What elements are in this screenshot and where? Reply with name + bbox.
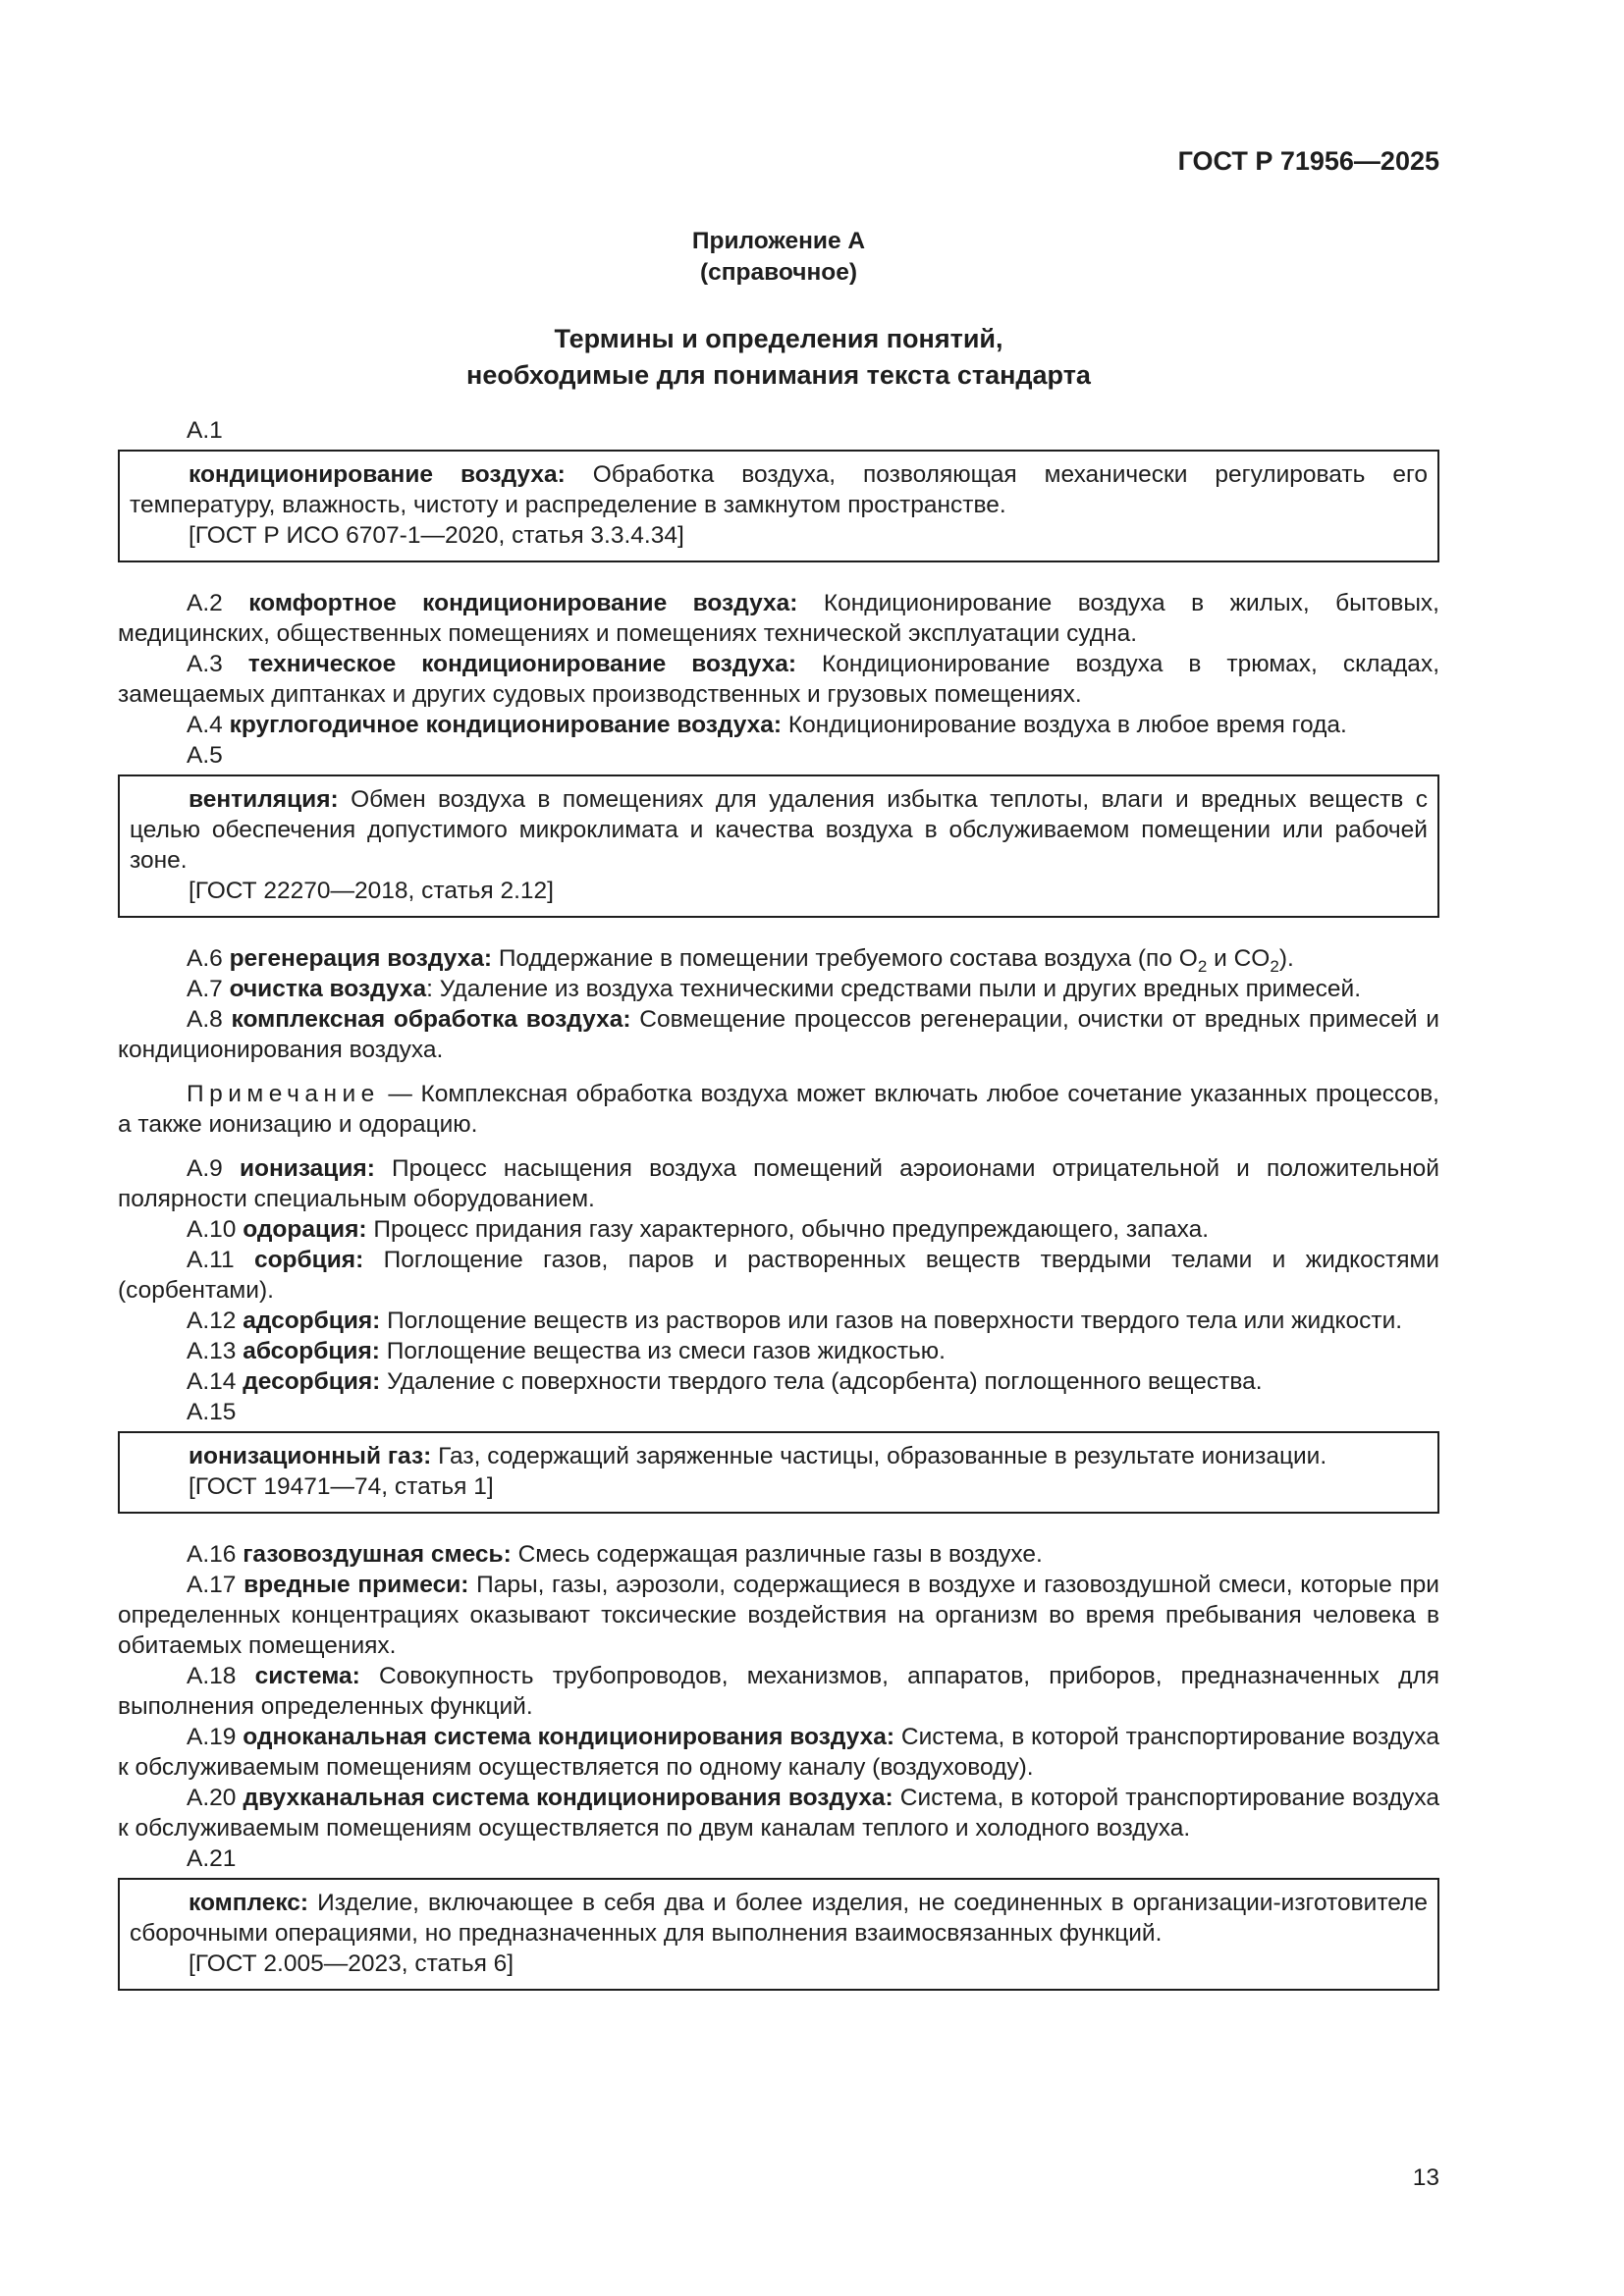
definition: Смесь содержащая различные газы в воздухе. [511, 1541, 1043, 1568]
definition: Обработка воздуха, позволяющая механически регулировать его температуру, влажность, чистоту и распределение в замкнутом пространстве. [130, 461, 1428, 518]
term-entry-a9 [118, 1153, 1439, 1214]
definition: Поглощение вещества из смеси газов жидкостью. [379, 1338, 946, 1364]
subscript: 2 [1197, 957, 1208, 976]
term-entry-a19 [118, 1722, 1439, 1783]
term-entry-a21 [130, 1888, 1428, 1949]
page-number: 13 [1412, 2164, 1439, 2191]
term-entry-a12 [118, 1306, 1439, 1336]
term-entry-a1 [130, 459, 1428, 520]
definition: Изделие, включающее в себя два и более изделия, не соединенных в организации-изготовителе сборочными операциями, но предназначенных для выполнения взаимосвязанных функций. [130, 1890, 1428, 1947]
entry-number: А.19 [187, 1724, 237, 1750]
entry-number: А.7 [187, 976, 223, 1002]
term: круглогодичное кондиционирование воздуха: [229, 712, 783, 738]
term: система: [254, 1663, 360, 1689]
definition: Поглощение газов, паров и растворенных веществ твердыми телами и жидкостями (сорбентами). [118, 1247, 1439, 1304]
entry-number: А.14 [187, 1368, 237, 1395]
term-entry-a6 [118, 943, 1439, 974]
term-box-a21 [118, 1878, 1439, 1991]
term: сорбция: [253, 1247, 364, 1273]
annex-heading [118, 226, 1439, 289]
entry-number: А.9 [187, 1155, 223, 1182]
term: очистка воздуха [229, 976, 427, 1002]
term-entry-a2 [118, 588, 1439, 649]
term: вентиляция: [189, 786, 339, 813]
definition: : Удаление из воздуха техническими средствами пыли и других вредных примесей. [426, 976, 1362, 1002]
definition: Пары, газы, аэрозоли, содержащиеся в воздухе и газовоздушной смеси, которые при определенных концентрациях оказывают токсические воздействия на организм во время пребывания человека в обитаемых помещениях. [118, 1572, 1439, 1659]
term-source: [ГОСТ 22270—2018, статья 2.12] [189, 878, 554, 904]
entry-number: А.20 [187, 1785, 237, 1811]
term: двухканальная система кондиционирования воздуха: [243, 1785, 893, 1811]
term-box-a15 [118, 1431, 1439, 1514]
term: техническое кондиционирование воздуха: [247, 651, 797, 677]
definition: Система, в которой транспортирование воздуха к обслуживаемым помещениям осуществляется по одному каналу (воздуховоду). [118, 1724, 1439, 1781]
definition: Газ, содержащий заряженные частицы, образованные в результате ионизации. [431, 1443, 1327, 1469]
term-entry-a16 [118, 1539, 1439, 1570]
subscript: 2 [1270, 957, 1279, 976]
definition: Поглощение веществ из растворов или газов на поверхности твердого тела или жидкости. [380, 1308, 1403, 1334]
definition: Поддержание в помещении требуемого состава воздуха (по O [492, 945, 1198, 972]
entry-number: А.12 [187, 1308, 237, 1334]
entry-number: А.10 [187, 1216, 237, 1243]
term: газовоздушная смесь: [243, 1541, 512, 1568]
definition: Обмен воздуха в помещениях для удаления избытка теплоты, влаги и вредных веществ с целью обеспечения допустимого микроклимата и качества воздуха в обслуживаемом помещении или рабочей зоне. [130, 786, 1428, 874]
term-entry-a17 [118, 1570, 1439, 1661]
annex-label: Приложение А [691, 228, 866, 254]
term: десорбция: [243, 1368, 381, 1395]
entry-number: А.18 [187, 1663, 237, 1689]
entry-number: А.8 [187, 1006, 223, 1033]
term-entry-a8 [118, 1004, 1439, 1065]
note [118, 1079, 1439, 1140]
term: регенерация воздуха: [229, 945, 493, 972]
entry-number: А.21 [187, 1845, 237, 1872]
term: комплекс: [189, 1890, 309, 1916]
term-entry-a4 [118, 710, 1439, 740]
definition-part: ). [1278, 945, 1294, 972]
term-entry-a18 [118, 1661, 1439, 1722]
entry-number: А.5 [187, 742, 223, 769]
term-entry-a20 [118, 1783, 1439, 1843]
definition: Кондиционирование воздуха в любое время года. [782, 712, 1347, 738]
term: ионизация: [239, 1155, 375, 1182]
definition: Кондиционирование воздуха в трюмах, складах, замещаемых диптанках и других судовых производственных и грузовых помещениях. [118, 651, 1439, 708]
entry-number: А.11 [187, 1247, 235, 1273]
term-entry-a3 [118, 649, 1439, 710]
term-entry-a7 [118, 974, 1439, 1004]
terms-list [118, 415, 1439, 1991]
definition: Система, в которой транспортирование воздуха к обслуживаемым помещениям осуществляется по двум каналам теплого и холодного воздуха. [118, 1785, 1439, 1842]
entry-number: А.13 [187, 1338, 237, 1364]
term: кондиционирование воздуха: [189, 461, 566, 488]
term-entry-a11 [118, 1245, 1439, 1306]
entry-number: А.3 [187, 651, 223, 677]
term: комплексная обработка воздуха: [231, 1006, 631, 1033]
definition: Кондиционирование воздуха в жилых, бытовых, медицинских, общественных помещениях и помещениях технической эксплуатации судна. [118, 590, 1439, 647]
note-text: — Комплексная обработка воздуха может включать любое сочетание указанных процессов, а также ионизацию и одорацию. [118, 1081, 1439, 1138]
term: вредные примеси: [244, 1572, 469, 1598]
term: адсорбция: [243, 1308, 381, 1334]
term-box-a5 [118, 774, 1439, 918]
term: одорация: [243, 1216, 367, 1243]
annex-kind: (справочное) [699, 259, 858, 286]
document-number: ГОСТ Р 71956—2025 [1177, 146, 1439, 176]
term: абсорбция: [243, 1338, 380, 1364]
term-source: [ГОСТ 19471—74, статья 1] [189, 1473, 494, 1500]
entry-number: А.15 [187, 1399, 237, 1425]
term: ионизационный газ: [189, 1443, 432, 1469]
annex-title-line-2: необходимые для понимания текста стандарта [466, 360, 1091, 390]
entry-number: А.6 [187, 945, 223, 972]
definition: Совмещение процессов регенерации, очистки от вредных примесей и кондиционирования воздуха. [118, 1006, 1439, 1063]
definition: Совокупность трубопроводов, механизмов, аппаратов, приборов, предназначенных для выполнения определенных функций. [118, 1663, 1439, 1720]
term-box-a1 [118, 450, 1439, 562]
note-label: Примечание [187, 1081, 380, 1107]
term-entry-a13 [118, 1336, 1439, 1366]
term-entry-a15 [130, 1441, 1428, 1471]
entry-number: А.17 [187, 1572, 237, 1598]
definition-part: и CO [1207, 945, 1271, 972]
entry-number: А.4 [187, 712, 223, 738]
definition: Удаление с поверхности твердого тела (адсорбента) поглощенного вещества. [380, 1368, 1263, 1395]
annex-title-line-1: Термины и определения понятий, [554, 324, 1003, 353]
entry-number: А.1 [187, 417, 223, 444]
term-source: [ГОСТ Р ИСО 6707-1—2020, статья 3.3.4.34] [189, 522, 684, 549]
definition: Процесс придания газу характерного, обычно предупреждающего, запаха. [366, 1216, 1210, 1243]
entry-number: А.2 [187, 590, 223, 616]
entry-number: А.16 [187, 1541, 237, 1568]
term: комфортное кондиционирование воздуха: [248, 590, 798, 616]
term-entry-a10 [118, 1214, 1439, 1245]
term-source: [ГОСТ 2.005—2023, статья 6] [189, 1950, 514, 1977]
term-entry-a5 [130, 784, 1428, 876]
term-entry-a14 [118, 1366, 1439, 1397]
term: одноканальная система кондиционирования воздуха: [243, 1724, 895, 1750]
annex-title [118, 321, 1439, 394]
definition: Процесс насыщения воздуха помещений аэроионами отрицательной и положительной полярности специальным оборудованием. [118, 1155, 1439, 1212]
